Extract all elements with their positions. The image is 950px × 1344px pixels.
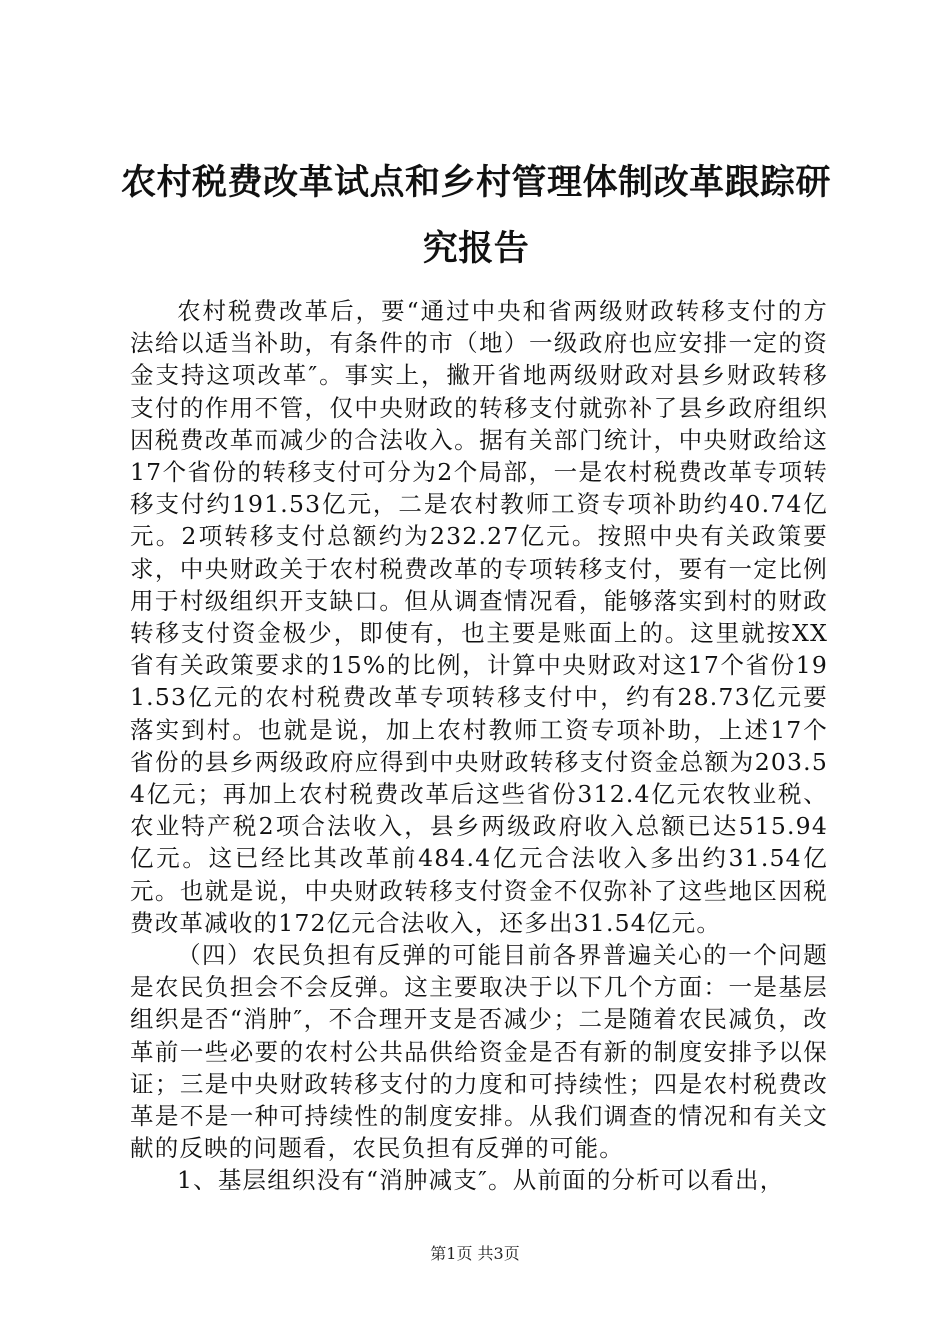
- paragraph-farmer-burden-rebound: （四）农民负担有反弹的可能目前各界普遍关心的一个问题是农民负担会不会反弹。这主要取决于以下几个方面：一是基层组织是否“消肿″，不合理开支是否减少；二是随着农民减负，改革前一些必要的农村公共品供给资金是否有新的制度安排予以保证；三是中央财政转移支付的力度和可持续性；四是农村税费改革是不是一种可持续性的制度安排。从我们调查的情况和有关文献的反映的问题看，农民负担有反弹的可能。: [130, 941, 828, 1163]
- document-title: 农村税费改革试点和乡村管理体制改革跟踪研究报告: [120, 162, 831, 269]
- page-number-footer: 第1页 共3页: [430, 1244, 520, 1263]
- document-body: [130, 295, 828, 1197]
- paragraph-transfer-payments: 农村税费改革后，要“通过中央和省两级财政转移支付的方法给以适当补助，有条件的市（地）一级政府也应安排一定的资金支持这项改革″。事实上，撇开省地两级财政对县乡财政转移支付的作用不管，仅中央财政的转移支付就弥补了县乡政府组织因税费改革而减少的合法收入。据有关部门统计，中央财政给这17个省份的转移支付可分为2个局部，一是农村税费改革专项转移支付约191.53亿元，二是农村教师工资专项补助约40.74亿元。2项转移支付总额约为232.27亿元。按照中央有关政策要求，中央财政关于农村税费改革的专项转移支付，要有一定比例用于村级组织开支缺口。但从调查情况看，能够落实到村的财政转移支付资金极少，即使有，也主要是账面上的。这里就按XX省有关政策要求的15%的比例，计算中央财政对这17个省份191.53亿元的农村税费改革专项转移支付中，约有28.73亿元要落实到村。也就是说，加上农村教师工资专项补助，上述17个省份的县乡两级政府应得到中央财政转移支付资金总额为203.54亿元；再加上农村税费改革后这些省份312.4亿元农牧业税、农业特产税2项合法收入，县乡两级政府收入总额已达515.94亿元。这已经比其改革前484.4亿元合法收入多出约31.54亿元。也就是说，中央财政转移支付资金不仅弥补了这些地区因税费改革减收的172亿元合法收入，还多出31.54亿元。: [130, 297, 828, 937]
- paragraph-grassroots-organization: 1、基层组织没有“消肿减支″。从前面的分析可以看出，: [177, 1166, 785, 1195]
